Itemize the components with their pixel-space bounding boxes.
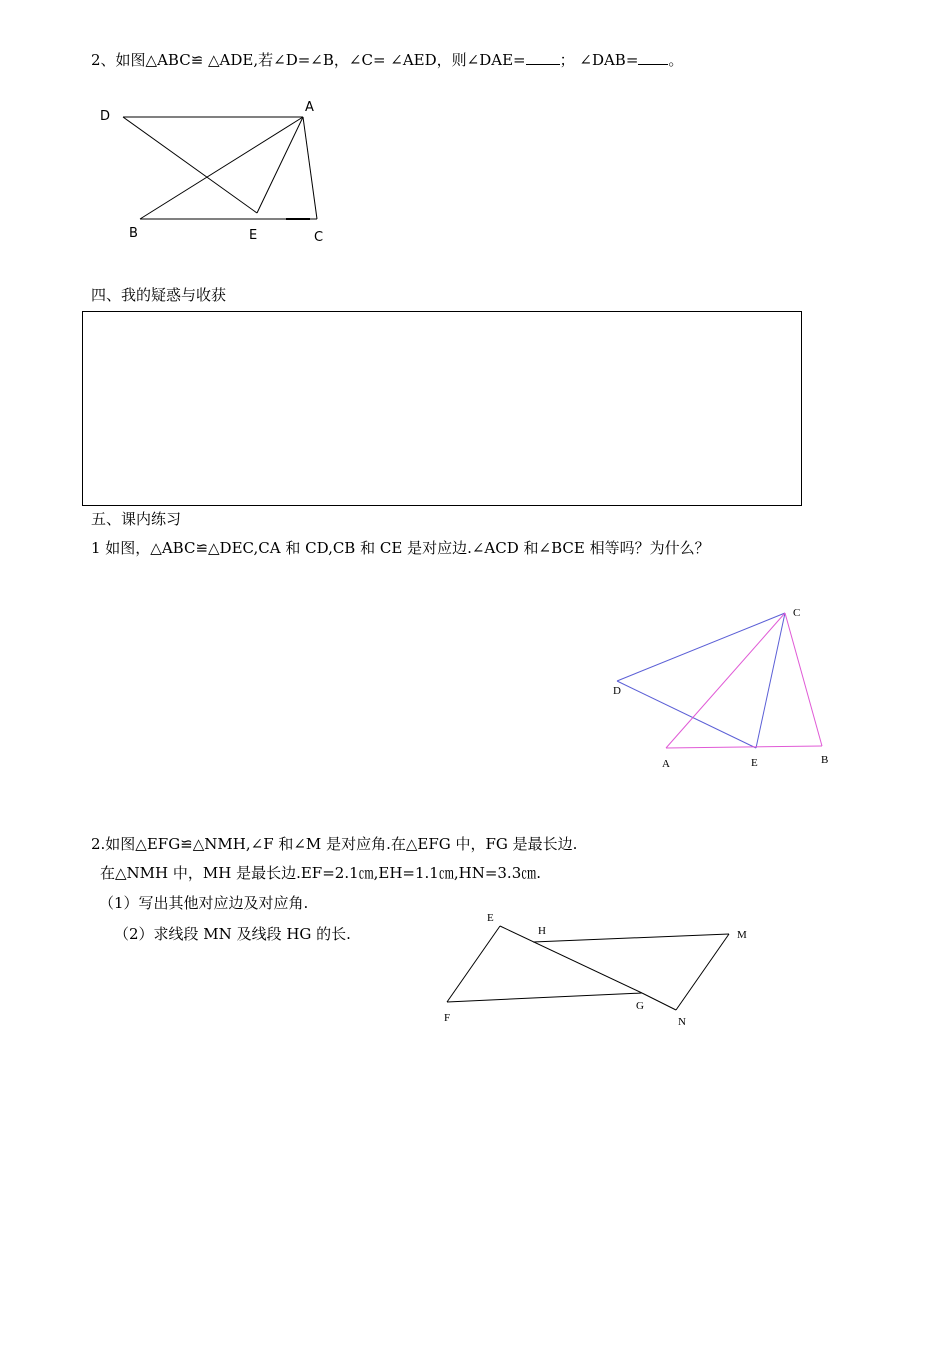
fig2-label-c: C [793, 607, 801, 619]
exercise-2-line-1: 2.如图△EFG≌△NMH,∠F 和∠M 是对应角.在△EFG 中，FG 是最长边. [91, 835, 578, 853]
fig1-label-a: A [305, 100, 314, 115]
fig2-label-d: D [613, 685, 621, 697]
exercise-2-line-2: 在△NMH 中，MH 是最长边.EF=2.1㎝,EH=1.1㎝,HN=3.3㎝. [100, 864, 542, 882]
section-5-title: 五、课内练习 [91, 510, 182, 528]
question-2-text-b: ； ∠DAB= [559, 51, 639, 69]
fig3-segment-eg [500, 926, 642, 993]
fig3-segment-mn [676, 934, 729, 1010]
fig3-label-m: M [737, 929, 747, 941]
question-2-text-c: 。 [668, 51, 684, 69]
fig3-segment-hm [533, 934, 729, 942]
fig2-label-b: B [821, 754, 829, 766]
fig1-label-d: D [100, 109, 111, 124]
fig3-label-h: H [538, 925, 546, 937]
fig3-segment-gn [642, 993, 676, 1010]
exercise-1-text: 1 如图，△ABC≌△DEC,CA 和 CD,CB 和 CE 是对应边.∠ACD 和∠BCE 相等吗？为什么？ [91, 539, 710, 557]
fig3-label-g: G [636, 1000, 644, 1012]
question-2-text-a: 2、如图△ABC≌ △ADE,若∠D=∠B，∠C= ∠AED，则∠DAE= [91, 51, 526, 69]
fig3-label-e: E [487, 912, 494, 924]
exercise-2-question-1: （1）写出其他对应边及对应角. [99, 894, 309, 912]
fig3-label-n: N [678, 1016, 686, 1028]
fig1-label-c: C [314, 230, 324, 245]
section-4-title: 四、我的疑惑与收获 [91, 286, 227, 304]
fig2-label-a: A [662, 758, 670, 770]
fig1-label-b: B [129, 226, 138, 241]
exercise-2-question-2: （2）求线段 MN 及线段 HG 的长. [114, 925, 351, 943]
fig2-label-e: E [751, 757, 758, 769]
fig1-label-e: E [249, 228, 258, 243]
fig3-segment-fg [447, 993, 642, 1002]
fig3-label-f: F [444, 1012, 451, 1024]
fig3-segment-ef [447, 926, 500, 1002]
